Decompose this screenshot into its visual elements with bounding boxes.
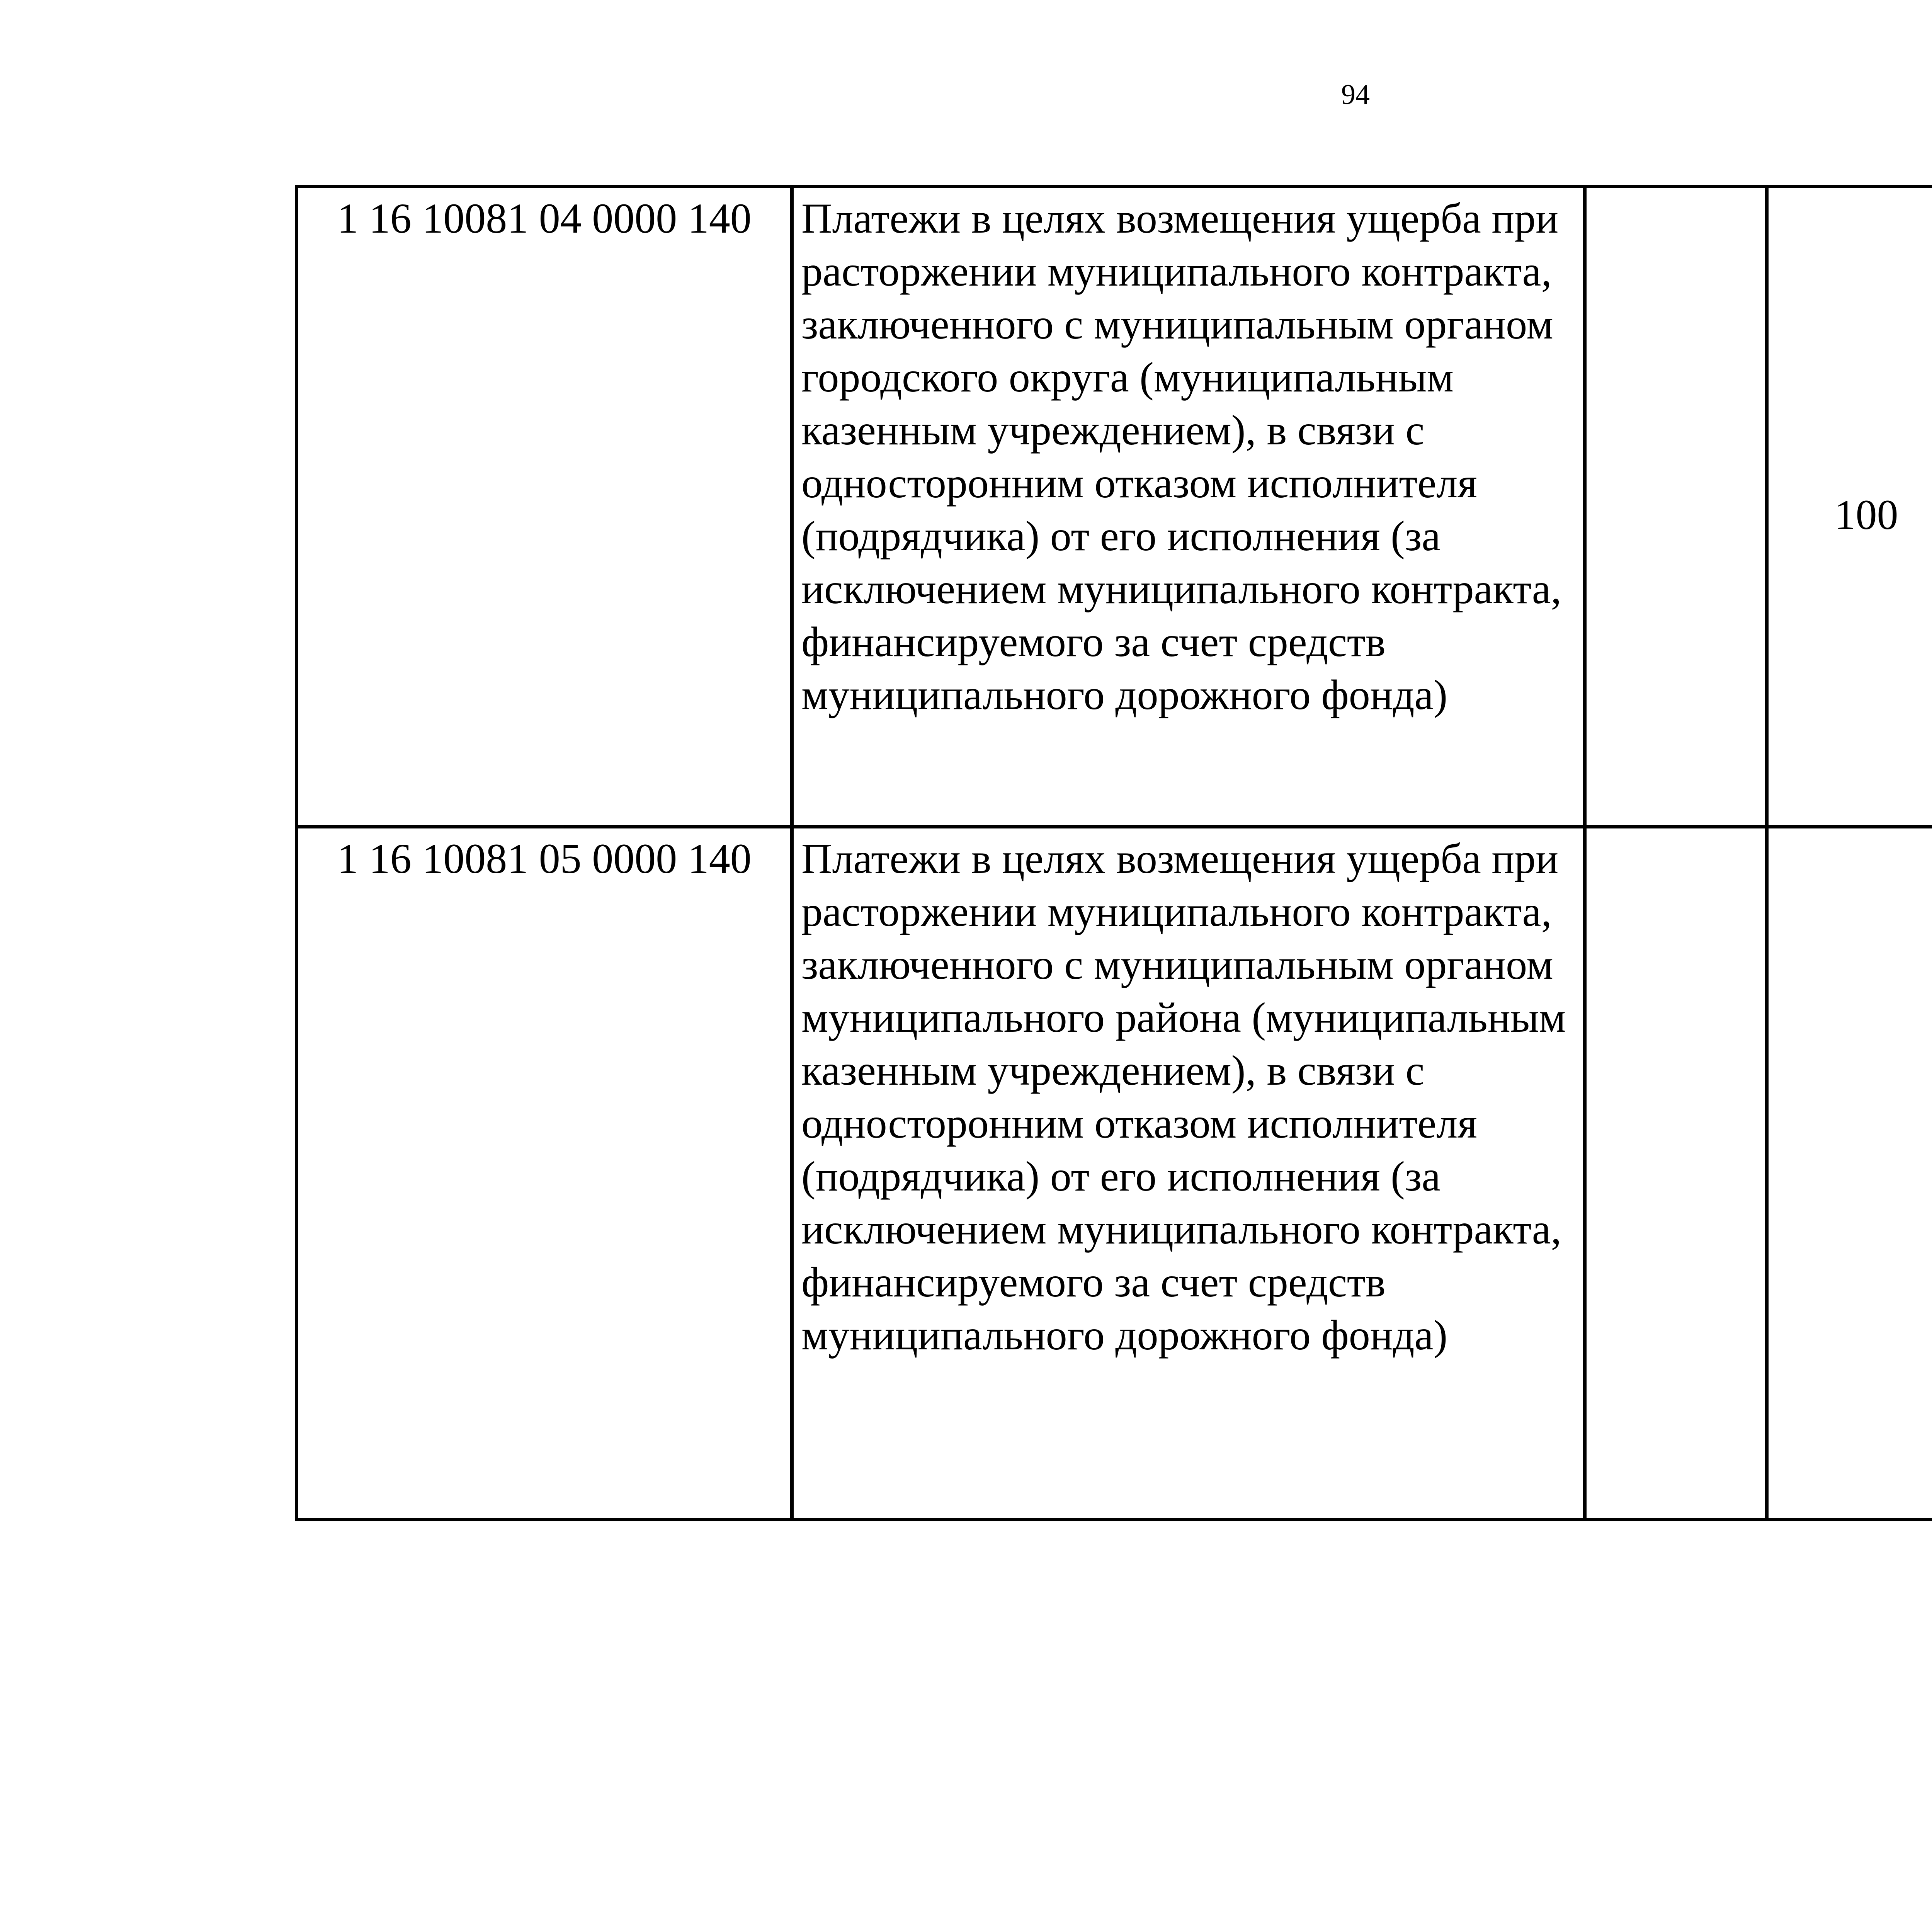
table-row (297, 827, 1932, 1520)
page-number: 94 (1341, 79, 1370, 111)
value-cell (1767, 187, 1932, 827)
description-cell: Платежи в целях возмещения ущерба при расторжении муниципального контракта, заключенного с муниципальным органом городского округа (муниципальным казенным учреждением), в связи с односторонним отказом исполнителя (подрядчика) от его исполнения (за исключением муниципального контракта, финансируемого за счет средств муниципального дорожного фонда) (792, 187, 1585, 827)
budget-code-cell: 1 16 10081 05 0000 140 (297, 827, 792, 1520)
value-cell (1585, 187, 1767, 827)
value-cell (1767, 827, 1932, 1520)
budget-classification-table (295, 185, 1932, 1521)
value-cell (1585, 827, 1767, 1520)
table-row (297, 187, 1932, 827)
value-text: 100 (1834, 491, 1898, 538)
budget-code-cell: 1 16 10081 04 0000 140 (297, 187, 792, 827)
description-cell: Платежи в целях возмещения ущерба при расторжении муниципального контракта, заключенного с муниципальным органом муниципального района (муниципальным казенным учреждением), в связи с односторонним отказом исполнителя (подрядчика) от его исполнения (за исключением муниципального контракта, финансируемого за счет средств муниципального дорожного фонда) (792, 827, 1585, 1520)
